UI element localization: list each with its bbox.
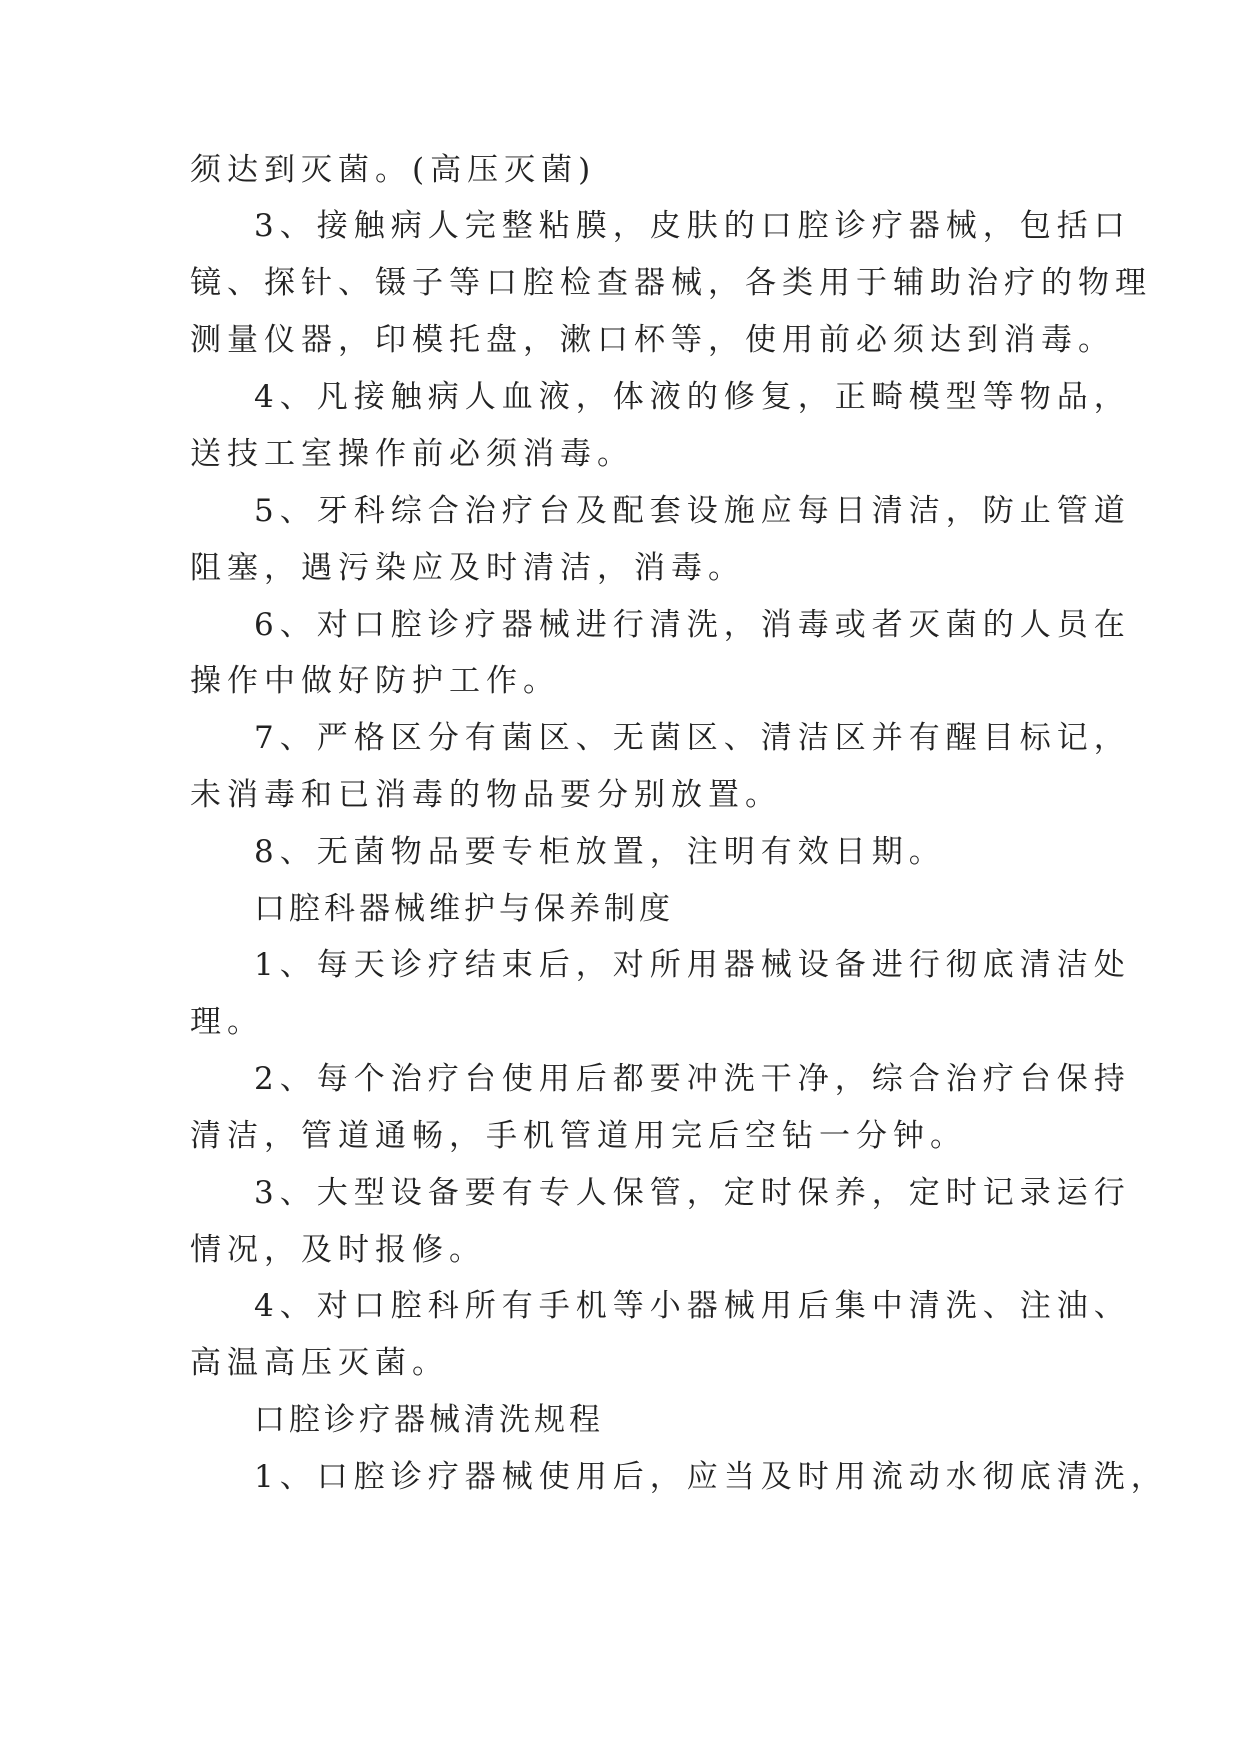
paragraph-line: 4、对口腔科所有手机等小器械用后集中清洗、注油、 (254, 1288, 1131, 1324)
paragraph-line: 操作中做好防护工作。 (190, 663, 560, 699)
paragraph-line: 高温高压灭菌。 (190, 1345, 449, 1381)
paragraph-line: 阻塞，遇污染应及时清洁，消毒。 (190, 550, 745, 586)
paragraph-line: 未消毒和已消毒的物品要分别放置。 (190, 777, 782, 813)
paragraph-line: 1、每天诊疗结束后，对所用器械设备进行彻底清洁处 (254, 947, 1131, 983)
section-heading: 口腔科器械维护与保养制度 (254, 891, 674, 927)
paragraph-line: 3、接触病人完整粘膜，皮肤的口腔诊疗器械，包括口 (254, 208, 1131, 244)
section-heading: 口腔诊疗器械清洗规程 (254, 1402, 604, 1438)
paragraph-line: 8、无菌物品要专柜放置，注明有效日期。 (254, 834, 946, 870)
paragraph-line: 送技工室操作前必须消毒。 (190, 436, 634, 472)
paragraph-line: 镜、探针、镊子等口腔检查器械，各类用于辅助治疗的物理 (190, 265, 1152, 301)
paragraph-line: 情况，及时报修。 (190, 1232, 486, 1268)
paragraph-line: 须达到灭菌。(高压灭菌) (190, 152, 597, 188)
paragraph-line: 清洁，管道通畅，手机管道用完后空钻一分钟。 (190, 1118, 967, 1154)
paragraph-line: 3、大型设备要有专人保管，定时保养，定时记录运行 (254, 1175, 1131, 1211)
paragraph-line: 4、凡接触病人血液，体液的修复，正畸模型等物品， (254, 379, 1131, 415)
paragraph-line: 2、每个治疗台使用后都要冲洗干净，综合治疗台保持 (254, 1061, 1131, 1097)
paragraph-line: 7、严格区分有菌区、无菌区、清洁区并有醒目标记， (254, 720, 1131, 756)
paragraph-line: 理。 (190, 1004, 264, 1040)
paragraph-line: 1、口腔诊疗器械使用后，应当及时用流动水彻底清洗， (254, 1459, 1168, 1495)
paragraph-line: 6、对口腔诊疗器械进行清洗，消毒或者灭菌的人员在 (254, 607, 1131, 643)
paragraph-line: 5、牙科综合治疗台及配套设施应每日清洁，防止管道 (254, 493, 1131, 529)
paragraph-line: 测量仪器，印模托盘，漱口杯等，使用前必须达到消毒。 (190, 322, 1115, 358)
